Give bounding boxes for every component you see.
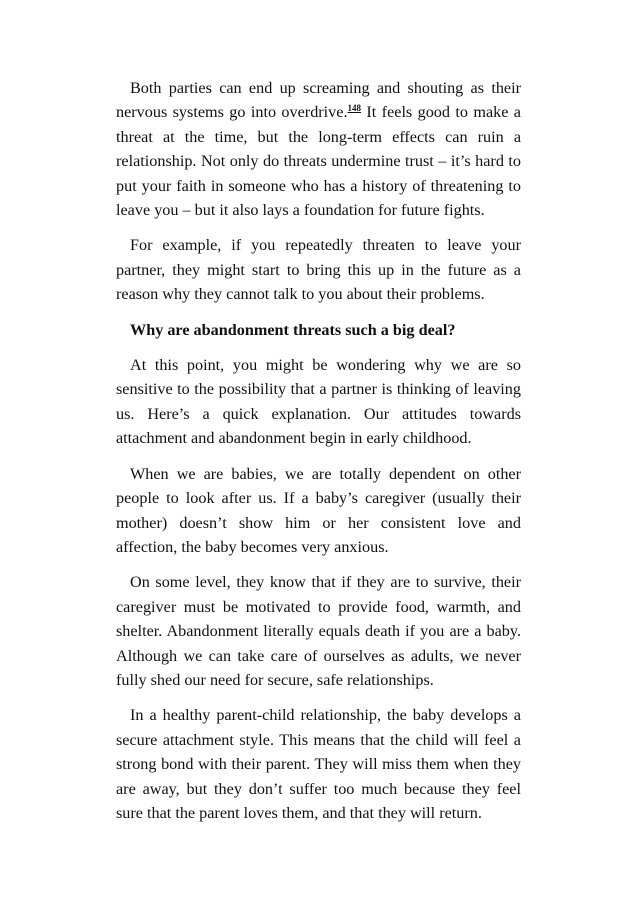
document-page bbox=[116, 76, 521, 836]
paragraph-6: In a healthy parent-child relationship, the baby develops a secure attachment style. This means that the child will feel a strong bond with their parent. They will miss them when they are away, but they don’t suffer too much because they feel sure that the parent loves them, and that they will return. bbox=[116, 706, 521, 822]
paragraph-1 bbox=[116, 76, 521, 222]
paragraph-4: When we are babies, we are totally dependent on other people to look after us. If a baby’s caregiver (usually their mother) doesn’t show him or her consistent love and affection, the baby becomes very anxious. bbox=[116, 464, 521, 556]
paragraph-3: At this point, you might be wondering why we are so sensitive to the possibility that a partner is thinking of leaving us. Here’s a quick explanation. Our attitudes towards attachment and abandonment begin in early childhood. bbox=[116, 356, 521, 448]
paragraph-1-text-end: It feels good to make a threat at the time, but the long-term effects can ruin a relationship. Not only do threats undermine trust – it’s hard to put your faith in someone who has a history of threatening to leave you – but it also lays a foundation for future fights. bbox=[116, 103, 521, 220]
footnote-reference[interactable]: 148 bbox=[347, 103, 362, 114]
paragraph-5: On some level, they know that if they are to survive, their caregiver must be motivated to provide food, warmth, and shelter. Abandonment literally equals death if you are a baby. Although we can take care of ourselves as adults, we never fully shed our need for secure, safe relationships. bbox=[116, 573, 521, 689]
paragraph-2: For example, if you repeatedly threaten to leave your partner, they might start to bring this up in the future as a reason why they cannot talk to you about their problems. bbox=[116, 236, 521, 304]
paragraph-1-text-start: Both parties can end up screaming and shouting as their nervous systems go into overdrive. bbox=[116, 79, 521, 122]
section-heading: Why are abandonment threats such a big deal? bbox=[130, 320, 456, 339]
